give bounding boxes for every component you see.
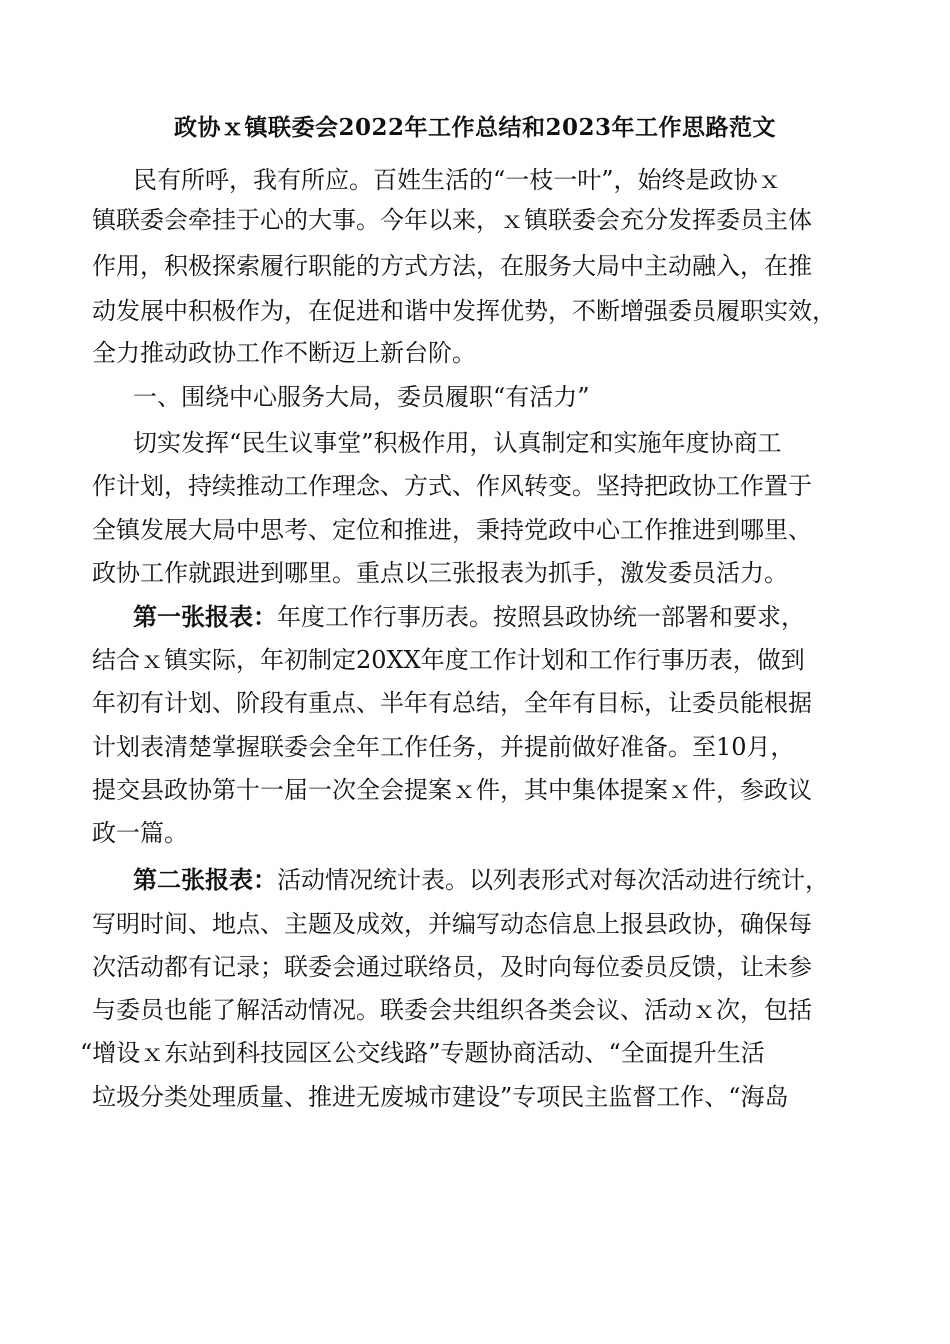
- report-one-text: 年度工作行事历表。按照县政协统一部署和要求，: [277, 603, 805, 631]
- paragraph-line: 年初有计划、阶段有重点、半年有总结，全年有目标，让委员能根据: [92, 689, 812, 717]
- paragraph-line: 作计划，持续推动工作理念、方式、作风转变。坚持把政协工作置于: [92, 472, 812, 500]
- paragraph-line: 垃圾分类处理质量、推进无废城市建设”专项民主监督工作、“海岛: [92, 1083, 789, 1111]
- document-title: 政协ｘ镇联委会2022年工作总结和2023年工作思路范文: [173, 114, 777, 141]
- paragraph-line: [133, 860, 829, 900]
- paragraph-line: 镇联委会牵挂于心的大事。今年以来，ｘ镇联委会充分发挥委员主体: [92, 206, 812, 234]
- paragraph-line: 次活动都有记录；联委会通过联络员，及时向每位委员反馈，让未参: [92, 953, 812, 981]
- paragraph-line: “增设ｘ东站到科技园区公交线路”专题协商活动、“全面提升生活: [80, 1039, 765, 1067]
- paragraph-line: 民有所呼，我有所应。百姓生活的“一枝一叶”，始终是政协ｘ: [133, 166, 782, 194]
- paragraph-line: 作用，积极探索履行职能的方式方法，在服务大局中主动融入，在推: [92, 252, 812, 280]
- report-two-text: 活动情况统计表。以列表形式对每次活动进行统计，: [277, 866, 829, 894]
- paragraph-line: 结合ｘ镇实际，年初制定20XX年度工作计划和工作行事历表，做到: [92, 646, 805, 674]
- paragraph-line: 计划表清楚掌握联委会全年工作任务，并提前做好准备。至10月，: [92, 733, 795, 761]
- paragraph-line: 动发展中积极作为，在促进和谐中发挥优势，不断增强委员履职实效，: [92, 297, 836, 325]
- paragraph-line: 写明时间、地点、主题及成效，并编写动态信息上报县政协，确保每: [92, 910, 812, 938]
- report-two-label: 第二张报表：: [133, 865, 277, 894]
- paragraph-line: 全力推动政协工作不断迈上新台阶。: [92, 339, 476, 367]
- section-heading: 一、围绕中心服务大局，委员履职“有活力”: [133, 383, 590, 411]
- paragraph-line: 切实发挥“民生议事堂”积极作用，认真制定和实施年度协商工: [133, 429, 782, 457]
- paragraph-line: 政协工作就跟进到哪里。重点以三张报表为抓手，激发委员活力。: [92, 559, 788, 587]
- paragraph-line: 提交县政协第十一届一次全会提案ｘ件，其中集体提案ｘ件，参政议: [92, 776, 812, 804]
- paragraph-line: 与委员也能了解活动情况。联委会共组织各类会议、活动ｘ次，包括: [92, 996, 812, 1024]
- paragraph-line: 政一篇。: [92, 819, 188, 847]
- paragraph-line: [133, 597, 805, 637]
- report-one-label: 第一张报表：: [133, 602, 277, 631]
- paragraph-line: 全镇发展大局中思考、定位和推进，秉持党政中心工作推进到哪里、: [92, 516, 812, 544]
